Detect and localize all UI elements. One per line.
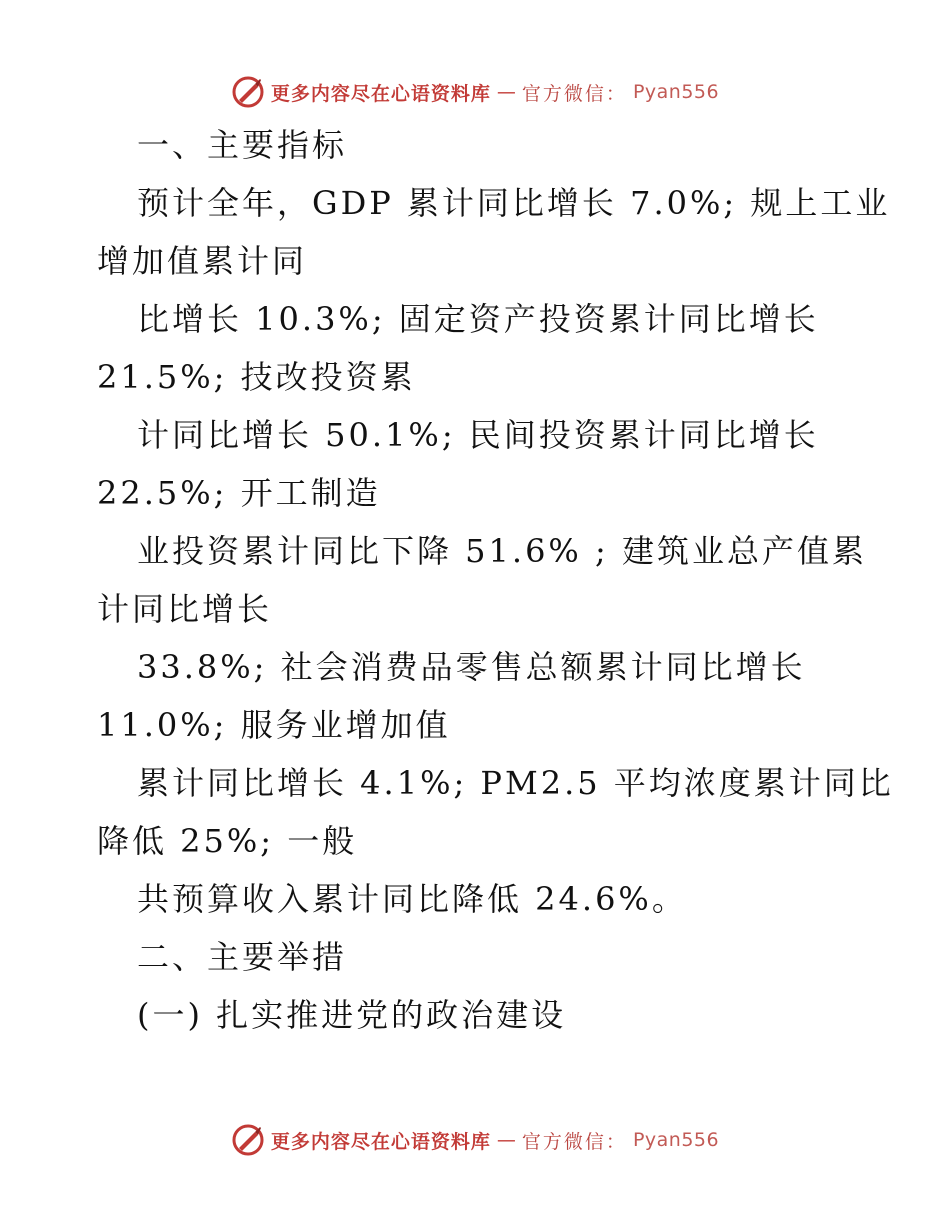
banner-dash: — (496, 1129, 516, 1151)
text-line: 22.5%; 开工制造 (97, 474, 381, 512)
text-line: 比增长 10.3%; 固定资产投资累计同比增长 (137, 300, 819, 338)
banner-dash: — (496, 81, 516, 103)
banner-main-text: 更多内容尽在心语资料库 (270, 1130, 491, 1153)
banner-wechat-id: Pyan556 (632, 1129, 720, 1151)
text-line: 共预算收入累计同比降低 24.6%。 (137, 880, 687, 918)
footer-watermark-banner (0, 1120, 950, 1160)
text-line: (一) 扎实推进党的政治建设 (137, 996, 567, 1034)
text-line: 11.0%; 服务业增加值 (97, 706, 451, 744)
text-line: 33.8%; 社会消费品零售总额累计同比增长 (137, 648, 806, 686)
text-line: 计同比增长 50.1%; 民间投资累计同比增长 (137, 416, 819, 454)
text-line: 增加值累计同 (97, 242, 308, 280)
header-watermark-banner (0, 72, 950, 112)
text-line: 业投资累计同比下降 51.6% ; 建筑业总产值累 (137, 532, 867, 570)
text-line: 计同比增长 (97, 590, 273, 628)
text-line: 累计同比增长 4.1%; PM2.5 平均浓度累计同比 (137, 764, 894, 802)
text-line: 预计全年，GDP 累计同比增长 7.0%; 规上工业 (137, 184, 891, 222)
quill-logo-icon (231, 75, 265, 109)
banner-main-text: 更多内容尽在心语资料库 (270, 82, 491, 105)
document-body (97, 116, 894, 1044)
text-line: 降低 25%; 一般 (97, 822, 358, 860)
quill-logo-icon (231, 1123, 265, 1157)
banner-wechat-label: 官方微信： (521, 1130, 627, 1153)
banner-wechat-id: Pyan556 (632, 81, 720, 103)
text-line: 二、主要举措 (137, 938, 348, 976)
text-line: 21.5%; 技改投资累 (97, 358, 416, 396)
banner-wechat-label: 官方微信： (521, 82, 627, 105)
text-line: 一、主要指标 (137, 126, 348, 164)
